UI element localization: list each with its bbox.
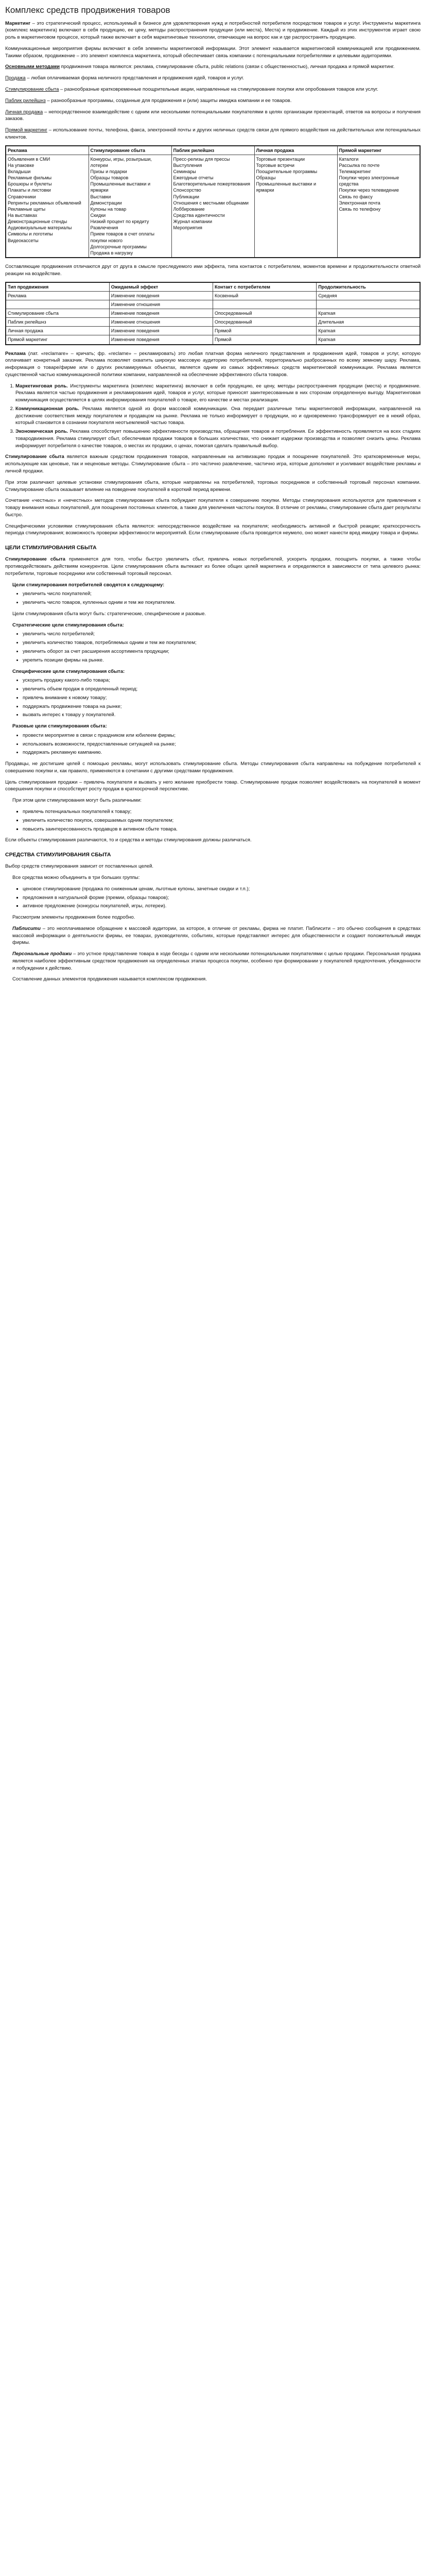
means-note: При этом цели стимулирования могут быть различными:: [12, 798, 142, 804]
means-groups-list: [5, 886, 421, 910]
table-header-cell: Контакт с потребителем: [213, 282, 317, 292]
mid-paragraph: Составляющие продвижения отличаются друг от друга в смысле преследуемого ими эффекта, типа контактов с потребителем, моментов времени и продолжительности ответной реакции на воздействие.: [5, 263, 421, 277]
goals-intro: Стимулирование сбыта применяется для того, чтобы быстро увеличить сбыт, привлечь новых потребителей, ускорить продажи, поощрить покупки, а также чтобы противодействовать действиям конкурентов. Цели стимулирования сбыта вытекают из более общих целей маркетинга и определяются в зависимости от типа целевого рынка: потребители, торговые посредники или собственный торговый персонал.: [5, 556, 421, 577]
definition-paragraph: Стимулирование сбыта – разнообразные кратковременные поощрительные акции, направленные на стимулирование покупки или опробования товаров или услуг.: [5, 87, 378, 92]
list-item: • увеличить оборот за счет расширения ассортимента продукции;: [23, 648, 421, 655]
list-item: • увеличить объем продаж в определенный период;: [23, 686, 421, 693]
list-item: • поддержать рекламную кампанию.: [23, 749, 421, 756]
table-cell: Краткая: [317, 335, 420, 345]
list-item: • увеличить число товаров, купленных одним и тем же покупателем.: [23, 599, 421, 606]
personal-sales-paragraph: Персональные продажи – это устное представление товара в ходе беседы с одним или несколькими потенциальными покупателями с целью продажи. Персональная продажа является наиболее эффективным средством продвижения на определенных этапах процесса покупки, особенно при формировании у покупателей предпочтения, убежденности и побуждении к действию.: [12, 951, 421, 971]
table-cell: Косвенный: [213, 291, 317, 300]
publicity-paragraph: Паблисити – это неоплачиваемое обращение к массовой аудитории, за которое, в отличие от рекламы, фирма не платит. Паблисити – это обычно сообщения в средствах массовой информации о деятельности фирмы, ее товарах, руководителях, событиях, которые представляют интерес для общественности и создают положительный имидж фирмы.: [12, 925, 421, 946]
means-tail: Рассмотрим элементы продвижения более подробно.: [12, 914, 135, 921]
goals-types-text: Цели стимулирования сбыта могут быть: стратегические, специфические и разовые.: [12, 611, 206, 617]
table-cell: Прямой маркетинг: [6, 335, 109, 345]
list-item: 1. Маркетинговая роль. Инструменты маркетинга (комплекс маркетинга) включают в себя продукцию, ее цену, методы распространения продукции (места) и продвижение. Реклама является частью продвижения и рекламирования идей, товаров и услуг, которые приносят заинтересованным в них сторонам определенную выгоду. Маркетинговая коммуникация осуществляется в целях информирования покупателей о товаре, его качестве и местах реализации.: [15, 383, 421, 404]
list-item: ▪ предложения в натуральной форме (премии, образцы товаров);: [23, 894, 421, 902]
definition-paragraph: Личная продажа – непосредственное взаимодействие с одним или несколькими потенциальными покупателями в целях организации презентаций, ответов на вопросы и получения заказов.: [5, 109, 421, 122]
table-cell: [213, 300, 317, 309]
table-cell: Изменение отношения: [109, 300, 213, 309]
oneoff-title: Разовые цели стимулирования сбыта:: [12, 723, 107, 730]
table-row: [6, 155, 420, 258]
table-row: [6, 327, 420, 335]
consumer-goals-list: [5, 590, 421, 606]
intro-paragraph: Коммуникационные мероприятия фирмы включают в себя элементы маркетинговой информации. Этот элемент называется маркетинговой коммуникацией или продвижением. Такими образом, продвижение – это элемент комплекса маркетинга, который обеспечивает связь компании с потенциальными потребителями и целевыми аудиториями.: [5, 45, 421, 59]
table-header-row: [6, 146, 420, 155]
list-item: • увеличить число покупателей;: [23, 590, 421, 598]
goals-outro: Продавцы, не достигшие целей с помощью рекламы, могут использовать стимулирование сбыта. Методы стимулирования сбыта направлены на побуждение потребителей к совершению покупки и, как правило, применяются в сочетании с другими средствами продвижения.: [5, 761, 421, 774]
table-cell: [317, 300, 420, 309]
list-item: • увеличить количество товаров, потребляемых одним и тем же покупателем;: [23, 639, 421, 647]
table-header-cell: Прямой маркетинг: [337, 146, 420, 155]
list-item: ▪ ценовое стимулирование (продажа по сниженным ценам, льготные купоны, зачетные скидки и т.п.);: [23, 886, 421, 893]
definition-paragraph: Продажа – любая оплачиваемая форма неличного представления и продвижения идей, товаров и услуг.: [5, 75, 245, 81]
list-item: 3. Экономическая роль. Реклама способствует повышению эффективности производства, обращения товаров и потребления. Ее эффективность проявляется на всех стадиях товародвижения. Реклама стимулирует сбыт, обеспечивая продажи товаров в больших количествах, что снижает издержки производства и позволяет снизить цены. Реклама информирует потребителя о качестве товаров, о местах их продажи, о ценах, помогая сделать правильный выбор.: [15, 428, 421, 449]
intro-paragraph: Основными методами продвижения товара являются: реклама, стимулирование сбыта, public relations (связи с общественностью), личная продажа и прямой маркетинг.: [5, 64, 395, 70]
means-goals-list: [5, 808, 421, 833]
table-header-row: [6, 282, 420, 292]
table-row: [6, 309, 420, 317]
strategic-goals-list: [5, 631, 421, 664]
final-line: Составление данных элементов продвижения называется комплексом продвижения.: [12, 976, 207, 982]
list-item: ▪ увеличить количество покупок, совершаемых одним покупателем;: [23, 817, 421, 824]
table-cell: Длительная: [317, 318, 420, 327]
table-cell: Каталоги Рассылка по почте Телемаркетинг Покупки через электронные средства Покупки через телевидение Связь по факсу Электронная почта Связь по телефону: [337, 155, 420, 258]
table-header-cell: Реклама: [6, 146, 89, 155]
table-cell: Краткая: [317, 309, 420, 317]
section-heading: СРЕДСТВА СТИМУЛИРОВАНИЯ СБЫТА: [5, 852, 111, 858]
means-groups-title: Все средства можно объединить в три больших группы:: [12, 875, 140, 881]
table-cell: Объявления в СМИ На упаковке Вкладыши Рекламные фильмы Брошюры и буклеты Плакаты и листовки Справочники Репринты рекламных объявлений Рекламные щиты На выставках Демонстрационные стенды Аудиовизуальные материалы Символы и логотипы Видеокассеты: [6, 155, 89, 258]
table-cell: [6, 300, 109, 309]
table-cell: Опосредованный: [213, 318, 317, 327]
list-item: 2. Коммуникационная роль. Реклама является одной из форм массовой коммуникации. Она передает различные типы маркетинговой информации, направленной на достижение соответствия между покупателем и продавцом на рынке. Реклама не только информирует о продукции, но и одновременно трансформирует ее в некий образ, который становится в сознании покупателя неотъемлемой частью товара.: [15, 405, 421, 427]
oneoff-goals-list: [5, 732, 421, 756]
means-intro: Выбор средств стимулирования зависит от поставленных целей.: [5, 863, 154, 870]
goals-outro: Цель стимулирования продажи – привлечь покупателя и вызвать у него желание приобрести товар. Стимулирование продаж позволяет воздействовать на покупателей в момент совершения покупки и способствует росту продаж в краткосрочной перспективе.: [5, 779, 421, 792]
table-row: [6, 335, 420, 345]
sales-promo-paragraph: Специфическими условиями стимулирования сбыта являются: непосредственное воздействие на покупателя; необходимость активной и быстрой реакции; краткосрочность периода стимулирования; возможность проверки эффективности мероприятий. Если стимулирование сбыта проводится неумело, оно может нанести вред имиджу товара и фирмы.: [5, 523, 421, 536]
intro-section: [5, 20, 421, 141]
promotion-methods-table: [5, 145, 421, 258]
table-cell: Реклама: [6, 291, 109, 300]
table-cell: Изменение поведения: [109, 309, 213, 317]
intro-paragraph: Маркетинг – это стратегический процесс, используемый в бизнесе для удовлетворения нужд и потребностей потребителя посредством товаров и услуг. Инструменты маркетинга (комплекс маркетинга) включают в себя продукцию, ее цену, методы распространения продукции (или места), Места) и продвижение. Каждый из этих инструментов играет свою роль в маркетинговом процессе, который также включает в себя маркетинговые технологии, отвечающие на вопрос как и где распространять продукцию.: [5, 20, 421, 41]
table-cell: Прямой: [213, 335, 317, 345]
specific-goals-list: [5, 677, 421, 719]
means-outro: Если объекты стимулирования различаются, то и средства и методы стимулирования должны различаться.: [5, 837, 252, 843]
definition-paragraph: Паблик рилейшнз – разнообразные программы, созданные для продвижения и (или) защиты имиджа компании и ее товаров.: [5, 97, 292, 104]
table-cell: Стимулирование сбыта: [6, 309, 109, 317]
table-cell: Изменение поведения: [109, 291, 213, 300]
strategic-title: Стратегические цели стимулирования сбыта:: [12, 622, 124, 628]
list-item: • привлечь внимание к новому товару;: [23, 694, 421, 702]
list-item: ▪ привлечь потенциальных покупателей к товару;: [23, 808, 421, 816]
table-cell: Торговые презентации Торговые встречи Поощрительные программы Образцы Промышленные выставки и ярмарки: [254, 155, 337, 258]
list-item: ▪ повысить заинтересованность продавцов в активном сбыте товара.: [23, 826, 421, 833]
list-item: • использовать возможности, предоставленные ситуацией на рынке;: [23, 741, 421, 748]
sales-promo-paragraph: Стимулирование сбыта является важным средством продвижения товаров, направленным на активизацию продаж и поощрение покупателей. Это кратковременные меры, использующие как ценовые, так и неценовые методы. Стимулирование сбыта – это частично развлечение, частично игра, которые дополняют и усиливают воздействие рекламы и личной продажи.: [5, 454, 421, 474]
table-header-cell: Продолжительность: [317, 282, 420, 292]
list-item: • ускорить продажу какого-либо товара;: [23, 677, 421, 684]
sales-promo-paragraph: При этом различают целевые установки стимулирования сбыта, которые направлены на потребителей, торговых посредников и собственный торговый персонал компании. Стимулирование сбыта оказывает влияние на поведение покупателей в короткий период времени.: [5, 479, 421, 493]
list-item: • поддержать продвижение товара на рынке;: [23, 703, 421, 710]
table-cell: Паблик рилейшнз: [6, 318, 109, 327]
table-row: [6, 300, 420, 309]
consumer-goals-title: Цели стимулирования потребителей сводятся к следующему:: [12, 582, 165, 588]
table-header-cell: Личная продажа: [254, 146, 337, 155]
table-row: [6, 318, 420, 327]
list-item: ▪ активное предложение (конкурсы покупателей, игры, лотереи).: [23, 903, 421, 910]
list-item: • провести мероприятие в связи с праздником или юбилеем фирмы;: [23, 732, 421, 739]
promotion-effect-table: [5, 282, 421, 345]
sales-promo-paragraph: Сочетание «честных» и «нечестных» методов стимулирования сбыта побуждает покупателя к совершению покупки. Методы стимулирования используются для привлечения к товару внимания новых покупателей, для поощрения постоянных клиентов, а также для увеличения частоты покупок. В отличие от рекламы, стимулирование сбыта дает результаты быстро.: [5, 498, 421, 518]
table-cell: Краткая: [317, 327, 420, 335]
table-cell: Личная продажа: [6, 327, 109, 335]
table-row: [6, 291, 420, 300]
advertising-intro: Реклама (лат. «reclamare» – кричать; фр. «reclame» – рекламировать) это любая платная форма неличного представления и продвижения идей, товаров и услуг, которую оплачивает конкретный заказчик. Реклама позволяет охватить широкую массовую аудиторию потребителей, территориально разбросанных по всему земному шару. Реклама, информация о товаре/фирме или о других рекламируемых объектах, является одним из самых эффективных средств маркетинговой коммуникации. Реклама является существенной частью коммуникационной политики компании, направленной на обеспечение эффективного сбыта товаров.: [5, 350, 421, 378]
table-cell: Прямой: [213, 327, 317, 335]
table-cell: Изменение поведения: [109, 335, 213, 345]
table-cell: Изменение отношения: [109, 318, 213, 327]
table-header-cell: Стимулирование сбыта: [89, 146, 171, 155]
page-title: Комплекс средств продвижения товаров: [5, 5, 170, 15]
list-item: • увеличить число потребителей;: [23, 631, 421, 638]
list-item: • укрепить позиции фирмы на рынке.: [23, 657, 421, 664]
section-heading: ЦЕЛИ СТИМУЛИРОВАНИЯ СБЫТА: [5, 545, 97, 551]
table-cell: Изменение поведения: [109, 327, 213, 335]
table-header-cell: Паблик рилейшнз: [171, 146, 254, 155]
table-header-cell: Тип продвижения: [6, 282, 109, 292]
document-page: [0, 0, 426, 997]
list-item: • вызвать интерес к товару у покупателей.: [23, 711, 421, 719]
ad-roles-list: [5, 383, 421, 450]
definition-paragraph: Прямой маркетинг – использование почты, телефона, факса, электронной почты и других неличных средств связи для прямого воздействия на действительных или потенциальных клиентов.: [5, 127, 421, 140]
table-header-cell: Ожидаемый эффект: [109, 282, 213, 292]
table-cell: Пресс-релизы для прессы Выступления Семинары Ежегодные отчеты Благотворительные пожертвования Спонсорство Публикации Отношения с местными общинами Лоббирование Средства идентичности Журнал компании Мероприятия: [171, 155, 254, 258]
table-cell: Опосредованный: [213, 309, 317, 317]
table-cell: Конкурсы, игры, розыгрыши, лотереи Призы и подарки Образцы товаров Промышленные выставки и ярмарки Выставки Демонстрации Купоны на товар Скидки Низкий процент по кредиту Развлечения Прием товаров в счет оплаты покупки нового Долгосрочные программы Продажа в нагрузку: [89, 155, 171, 258]
table-cell: Средняя: [317, 291, 420, 300]
specific-title: Специфические цели стимулирования сбыта:: [12, 668, 125, 674]
